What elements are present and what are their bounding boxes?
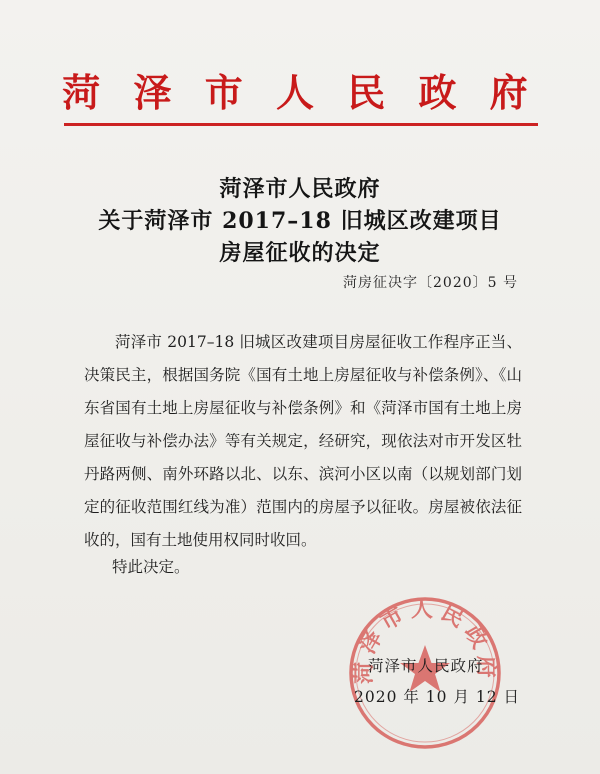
document-body: 菏泽市 2017–18 旧城区改建项目房屋征收工作程序正当、决策民主，根据国务院《国有土地上房屋征收与补偿条例》、《山东省国有土地上房屋征收与补偿条例》和《菏泽市国有土地上房屋征收与补偿办法》等有关规定，经研究，现依法对市开发区牡丹路两侧、南外环路以北、以东、滨河小区以南（以规划部门划定的征收范围红线为准）范围内的房屋予以征收。房屋被依法征收的，国有土地使用权同时收回。 (84, 333, 522, 549)
document-title-line-1: 菏泽市人民政府 (219, 176, 381, 202)
letterhead-title: 菏 泽 市 人 民 政 府 (62, 70, 538, 115)
signer-name: 菏泽市人民政府 (368, 657, 484, 675)
seal-text: 菏泽市人民政府 (350, 596, 500, 685)
document-title-line-2: 关于菏泽市 2017–18 旧城区改建项目 (98, 208, 502, 234)
letterhead-red-rule (64, 123, 538, 126)
closing-statement: 特此决定。 (112, 558, 190, 576)
signing-date: 2020 年 10 月 12 日 (354, 688, 521, 706)
document-title-line-3: 房屋征收的决定 (219, 240, 381, 266)
document-number: 菏房征决字〔2020〕5 号 (343, 275, 518, 291)
